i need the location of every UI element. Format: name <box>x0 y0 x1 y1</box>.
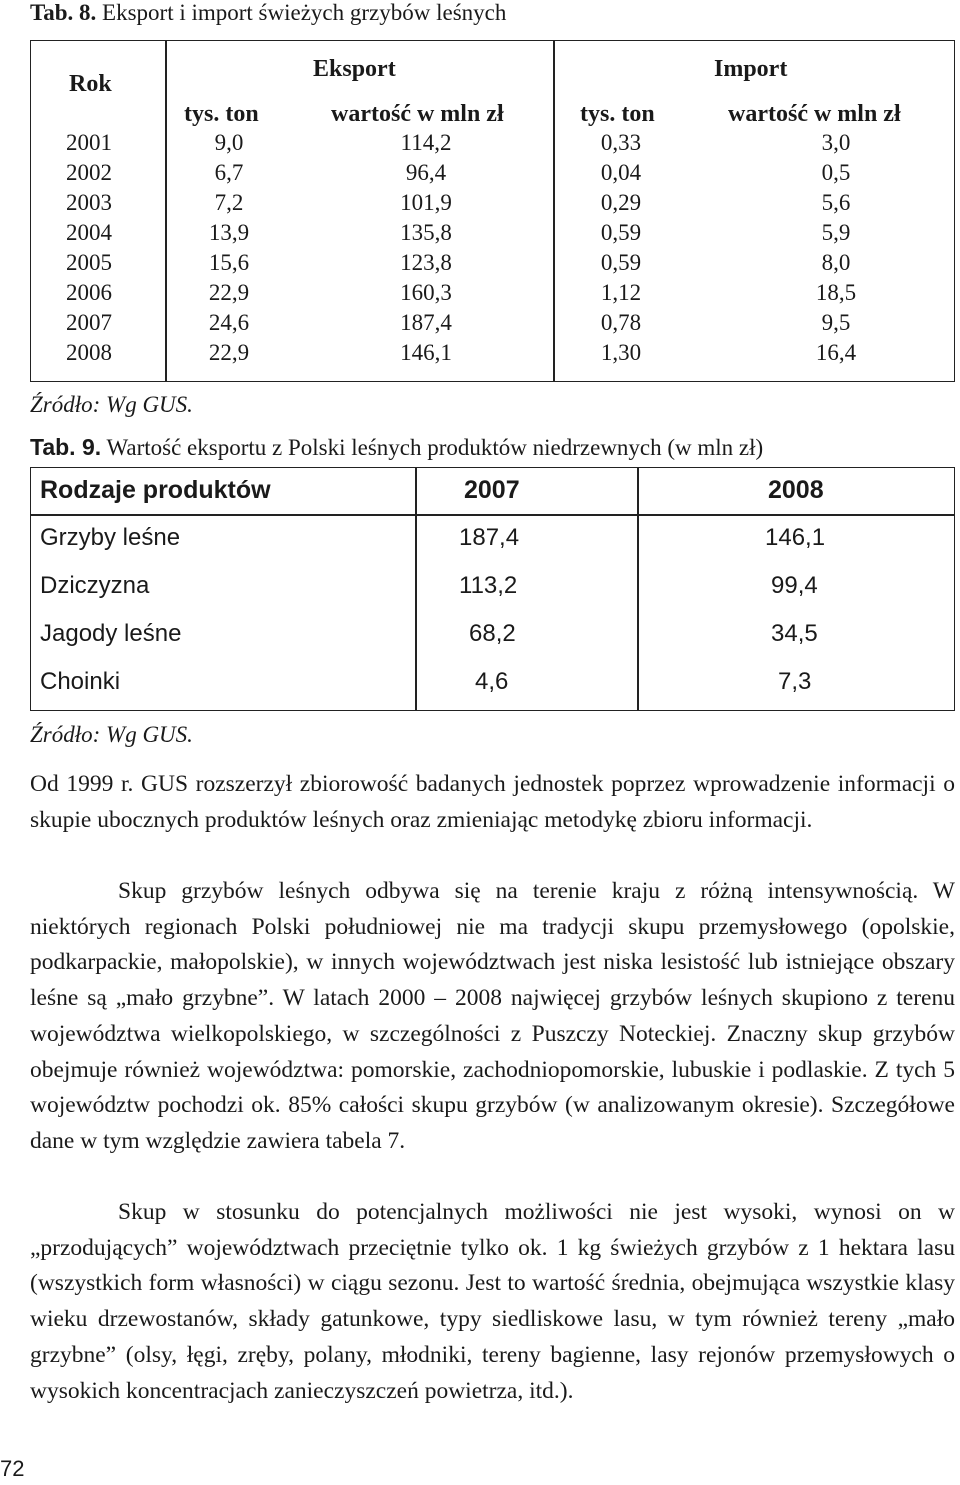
table9-header: Rodzaje produktów <box>40 476 271 504</box>
table8-cell: 101,9 <box>400 190 452 215</box>
table9-cell: 4,6 <box>475 668 509 695</box>
table8-caption-text: Eksport i import świeżych grzybów leśnych <box>102 0 507 25</box>
table8-cell: 16,4 <box>815 340 857 365</box>
table8-cell: 146,1 <box>400 340 452 365</box>
table9-caption-text: Wartość eksportu z Polski leśnych produktów niedrzewnych (w mln zł) <box>106 435 764 460</box>
table8-cell-year: 2001 <box>66 130 112 155</box>
table8-caption-label: Tab. 8. <box>30 0 97 25</box>
table8-cell: 0,29 <box>600 190 642 215</box>
table8-cell-year: 2007 <box>66 310 112 335</box>
table8-cell: 13,9 <box>208 220 250 245</box>
table8-cell: 22,9 <box>208 340 250 365</box>
table8-cell-year: 2005 <box>66 250 112 275</box>
table9-divider <box>637 468 639 710</box>
table8 <box>30 40 955 382</box>
table8-cell: 160,3 <box>400 280 452 305</box>
table8-cell: 123,8 <box>400 250 452 275</box>
table9-cell: 187,4 <box>459 524 520 551</box>
table9-caption <box>30 434 763 461</box>
table8-cell: 8,0 <box>821 250 851 275</box>
paragraph-1: Od 1999 r. GUS rozszerzył zbiorowość badanych jednostek poprzez wprowadzenie informacji o skupie ubocznych produktów leśnych oraz zmieniając metodykę zbioru informacji. <box>30 771 955 833</box>
table9-divider <box>415 468 417 710</box>
table8-cell: 0,33 <box>600 130 642 155</box>
table9-cell-label: Jagody leśne <box>40 620 182 647</box>
table-row <box>31 280 954 310</box>
table8-cell: 0,78 <box>600 310 642 335</box>
table8-cell: 0,59 <box>600 220 642 245</box>
table-row <box>31 340 954 370</box>
table8-source: Źródło: Wg GUS. <box>30 392 193 417</box>
table8-cell: 187,4 <box>400 310 452 335</box>
table8-caption <box>30 0 506 26</box>
table9 <box>30 467 955 711</box>
table9-cell: 146,1 <box>765 524 826 551</box>
table9-divider <box>31 514 954 516</box>
table8-cell-year: 2006 <box>66 280 112 305</box>
table9-caption-label: Tab. 9. <box>30 434 102 460</box>
table-row <box>31 220 954 250</box>
table9-source: Źródło: Wg GUS. <box>30 722 193 747</box>
table8-cell: 9,5 <box>821 310 851 335</box>
table8-cell: 0,04 <box>600 160 642 185</box>
table8-cell-year: 2004 <box>66 220 112 245</box>
table8-cell: 96,4 <box>405 160 447 185</box>
paragraph-2: Skup grzybów leśnych odbywa się na terenie kraju z różną intensywnością. W niektórych regionach Polski południowej nie ma tradycji skupu przemysłowego (opolskie, podkarpackie, małopolskie), w innych województwach jest niska lesistość lub istniejące obszary leśne są „mało grzybne”. W latach 2000 – 2008 najwięcej grzybów leśnych skupiono z terenu województwa wielkopolskiego, w szczególności z Puszczy Noteckiej. Znaczny skup grzybów obejmuje również województwa: pomorskie, zachodniopomorskie, lubuskie i podlaskie. Z tych 5 województw pochodzi ok. 85% całości skupu grzybów (w analizowanym okresie). Szczegółowe dane w tym względzie zawiera tabela 7. <box>30 878 955 1154</box>
table8-header-rok: Rok <box>69 71 112 97</box>
table8-cell: 0,5 <box>821 160 851 185</box>
table-row <box>31 130 954 160</box>
table9-header: 2007 <box>464 476 520 504</box>
table8-subheader: tys. ton <box>580 101 655 127</box>
table8-cell: 1,30 <box>600 340 642 365</box>
table-row <box>31 190 954 220</box>
table9-cell: 68,2 <box>469 620 516 647</box>
table8-cell: 1,12 <box>600 280 642 305</box>
table9-cell-label: Dziczyzna <box>40 572 150 599</box>
table9-header: 2008 <box>768 476 824 504</box>
table8-cell-year: 2002 <box>66 160 112 185</box>
table-row <box>31 250 954 280</box>
table8-cell: 114,2 <box>400 130 452 155</box>
table8-cell: 5,9 <box>821 220 851 245</box>
table8-cell: 0,59 <box>600 250 642 275</box>
table8-cell: 24,6 <box>208 310 250 335</box>
table9-cell-label: Grzyby leśne <box>40 524 181 551</box>
paragraph-3: Skup w stosunku do potencjalnych możliwości nie jest wysoki, wynosi on w „przodujących” województwach przeciętnie tylko ok. 1 kg świeżych grzybów z 1 hektara lasu (wszystkich form własności) w ciągu sezonu. Jest to wartość średnia, obejmująca wszystkie klasy wieku drzewostanów, składy gatunkowe, typy siedliskowe lasu, w tym również tereny „mało grzybne” (olsy, łęgi, zręby, polany, młodniki, tereny bagienne, lasy rejonów przemysłowych o wysokich koncentracjach zanieczyszczeń powietrza, itd.). <box>30 1199 955 1404</box>
table9-cell: 34,5 <box>771 620 818 647</box>
table8-cell-year: 2003 <box>66 190 112 215</box>
table8-header-export: Eksport <box>313 56 396 82</box>
page-number: 72 <box>0 1456 25 1481</box>
table8-header-import: Import <box>714 56 788 82</box>
table8-cell: 135,8 <box>400 220 452 245</box>
table8-cell: 15,6 <box>208 250 250 275</box>
table8-cell: 7,2 <box>214 190 244 215</box>
table9-cell: 7,3 <box>778 668 812 695</box>
table9-cell: 113,2 <box>459 572 518 599</box>
table-row <box>31 160 954 190</box>
table8-subheader: wartość w mln zł <box>331 101 504 127</box>
table9-cell: 99,4 <box>771 572 818 599</box>
table8-subheader: wartość w mln zł <box>728 101 901 127</box>
table8-cell: 5,6 <box>821 190 851 215</box>
table8-subheader: tys. ton <box>184 101 259 127</box>
table8-cell: 3,0 <box>821 130 851 155</box>
table8-cell-year: 2008 <box>66 340 112 365</box>
table8-cell: 18,5 <box>815 280 857 305</box>
table8-cell: 6,7 <box>214 160 244 185</box>
table8-cell: 9,0 <box>214 130 244 155</box>
table9-cell-label: Choinki <box>40 668 121 695</box>
table8-cell: 22,9 <box>208 280 250 305</box>
table-row <box>31 310 954 340</box>
